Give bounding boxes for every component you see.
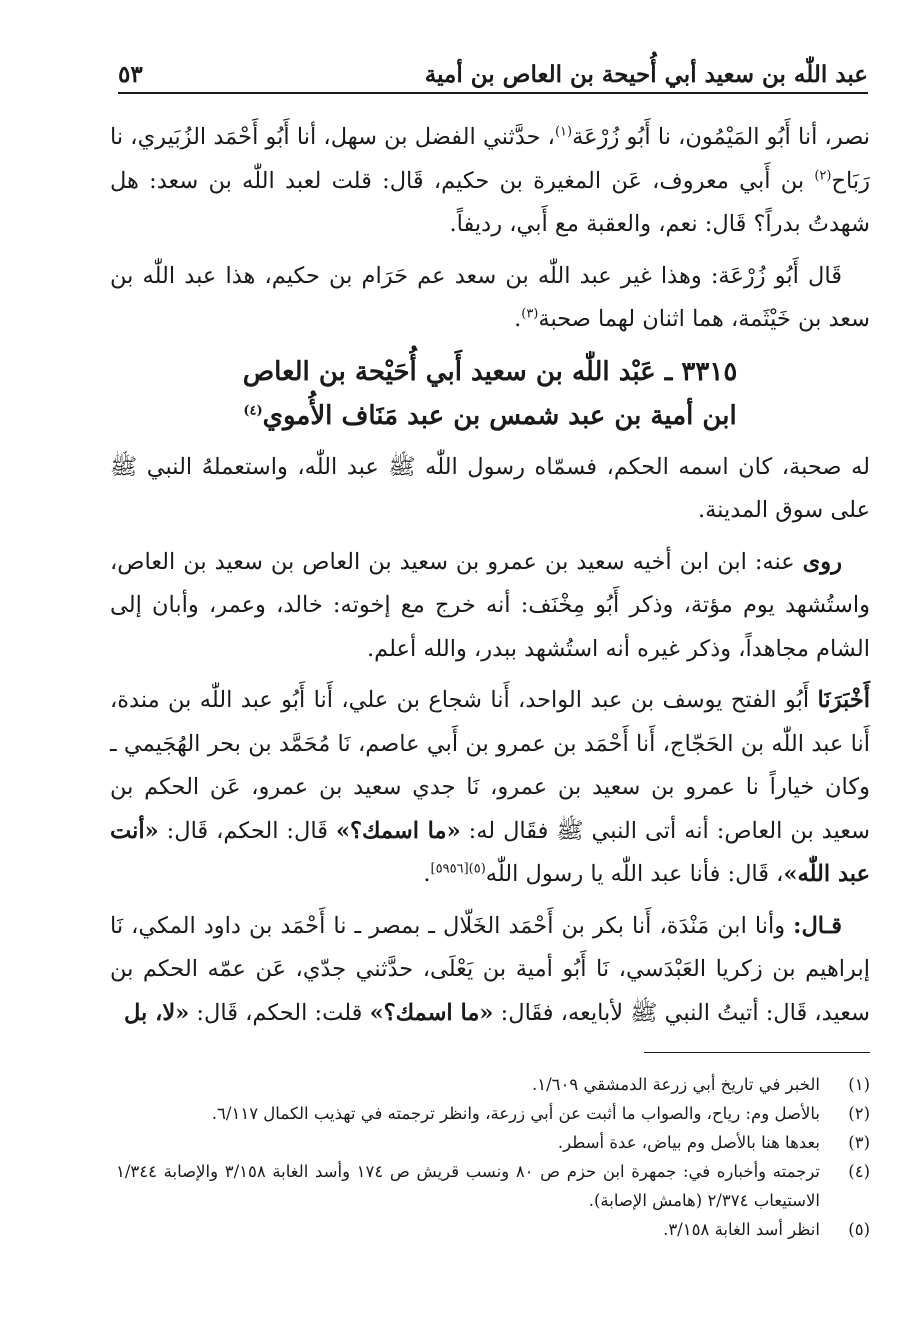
lead-word: قـال:	[793, 912, 842, 939]
page-number: ٥٣	[118, 61, 143, 88]
text-segment: عنه: ابن ابن أخيه سعيد بن عمرو بن سعيد بن العاص بن سعيد بن العاص، واستُشهد يوم مؤتة، وذكر أَبُو مِخْنَف: أنه خرج مع إخوته: خالد، وعمر، وأبان إلى الشام مجاهداً، وذكر غيره أنه استُشهد ببدر، والله أعلم.	[110, 548, 870, 662]
footnote-ref: (٢)	[814, 168, 832, 183]
footnote-item	[116, 1157, 870, 1215]
footnote-number: (١)	[848, 1075, 870, 1094]
entry-title-line-2	[110, 394, 870, 438]
footnote-text: بالأصل وم: رياح، والصواب ما أثبت عن أبي زرعة، وانظر ترجمته في تهذيب الكمال ٦/١١٧.	[211, 1104, 820, 1123]
footnote-divider	[644, 1052, 870, 1053]
footnotes	[116, 1070, 870, 1244]
header-title: عبد اللّٰه بن سعيد أبي أُحيحة بن العاص بن أمية	[424, 61, 868, 88]
text-segment: ، حدَّثني الفضل بن سهل، أنا أَبُو أَحْمَد الزُبَيري، نا رَبَاح	[110, 124, 870, 194]
paragraph-1	[110, 116, 870, 247]
paragraph-6	[110, 905, 870, 1036]
paragraph-2	[110, 255, 870, 342]
footnote-ref: (٥)[٥٩٥٦]	[430, 861, 486, 877]
text-segment: وأنا ابن مَنْدَة، أَنا بكر بن أَحْمَد الخَلّال ـ بمصر ـ نا أَحْمَد بن داود المكي، نَا إبراهيم بن زكريا العَبْدَسي، نَا أَبُو أمية بن يَعْلَى، حدَّثني جدّي، عَن عمّه الحكم بن سعيد، قَال: أتيتُ النبي ﷺ لأبايعه، فقَال:	[110, 912, 870, 1026]
footnote-text: الخبر في تاريخ أبي زرعة الدمشقي ١/٦٠٩.	[531, 1075, 820, 1094]
footnote-item	[116, 1215, 870, 1244]
footnote-number: (٤)	[848, 1162, 870, 1181]
footnote-text: انظر أسد الغابة ٣/١٥٨.	[663, 1220, 820, 1239]
text-segment: قَال: الحكم، قَال:	[158, 817, 336, 844]
paragraph-3: له صحبة، كان اسمه الحكم، فسمّاه رسول اللّٰه ﷺ عبد اللّٰه، واستعملهُ النبي ﷺ على سوق المدينة.	[110, 453, 870, 523]
running-header	[118, 56, 868, 94]
footnote-ref: (٤)	[243, 402, 263, 418]
main-text	[110, 116, 870, 1043]
footnote-number: (٥)	[848, 1220, 870, 1239]
footnote-number: (٣)	[848, 1133, 870, 1152]
footnote-ref: (١)	[554, 124, 573, 140]
text-segment: .	[423, 861, 431, 887]
footnote-text: ترجمته وأخباره في: جمهرة ابن حزم ص ٨٠ ونسب قريش ص ١٧٤ وأسد الغابة ٣/١٥٨ والإصابة ١/٣٤٤ الاستيعاب ٢/٣٧٤ (هامش الإصابة).	[116, 1162, 821, 1210]
quoted-speech: «ما اسمك؟»	[335, 817, 461, 844]
footnote-item	[116, 1099, 870, 1128]
entry-title	[110, 350, 870, 438]
text-segment: ، قَال: فأنا عبد اللّٰه يا رسول اللّٰه	[485, 861, 784, 887]
text-segment: بن أَبي معروف، عَن المغيرة بن حكيم، قَال: قلت لعبد اللّٰه بن سعد: هل شهدتُ بدراً؟ قَال: نعم، والعقبة مع أَبي، رديفاً.	[110, 167, 870, 237]
text-segment: .	[514, 306, 522, 332]
quoted-speech: «أنت عبد اللّٰه»	[110, 817, 870, 887]
footnote-text: بعدها هنا بالأصل وم بياض، عدة أسطر.	[557, 1133, 820, 1152]
entry-title-line-1: ٣٣١٥ ـ عَبْد اللّٰه بن سعيد أَبي أُحَيْحة بن العاص	[242, 356, 738, 387]
text-segment: ابن أمية بن عبد شمس بن عبد مَنَاف الأُموي	[262, 400, 737, 431]
footnote-number: (٢)	[848, 1104, 870, 1123]
quoted-speech: «لا، بل	[123, 999, 190, 1026]
lead-word: روى	[802, 548, 842, 575]
lead-word: أَخْبَرَنَا	[817, 687, 870, 713]
text-segment: قَال أَبُو زُرْعَة: وهذا غير عبد اللّٰه بن سعد عم حَرَام بن حكيم، هذا عبد اللّٰه بن سعد بن خَيْثَمة، هما اثنان لهما صحبة	[110, 262, 870, 332]
footnote-ref: (٣)	[521, 306, 539, 322]
paragraph-5	[110, 679, 870, 897]
text-segment: قلت: الحكم، قَال:	[189, 999, 370, 1026]
paragraph-4	[110, 541, 870, 672]
quoted-speech: «ما اسمك؟»	[369, 999, 494, 1026]
text-segment: أَبُو الفتح يوسف بن عبد الواحد، أَنا شجاع بن علي، أَنا أَبُو عبد اللّٰه بن مندة، أَنا عبد اللّٰه بن الحَجّاج، أَنا أَحْمَد بن عمرو بن أَبي عاصم، نَا مُحَمَّد بن بحر الهُجَيمي ـ وكان خياراً نا عمرو بن سعيد بن عمرو، نَا جدي سعيد بن عمرو، عَن الحكم بن سعيد بن العاص: أنه أتى النبي ﷺ فقَال له:	[110, 687, 870, 844]
footnote-item	[116, 1070, 870, 1099]
footnote-item	[116, 1128, 870, 1157]
text-segment: نصر، أنا أَبُو المَيْمُون، نا أَبُو زُرْعَة	[572, 124, 871, 150]
